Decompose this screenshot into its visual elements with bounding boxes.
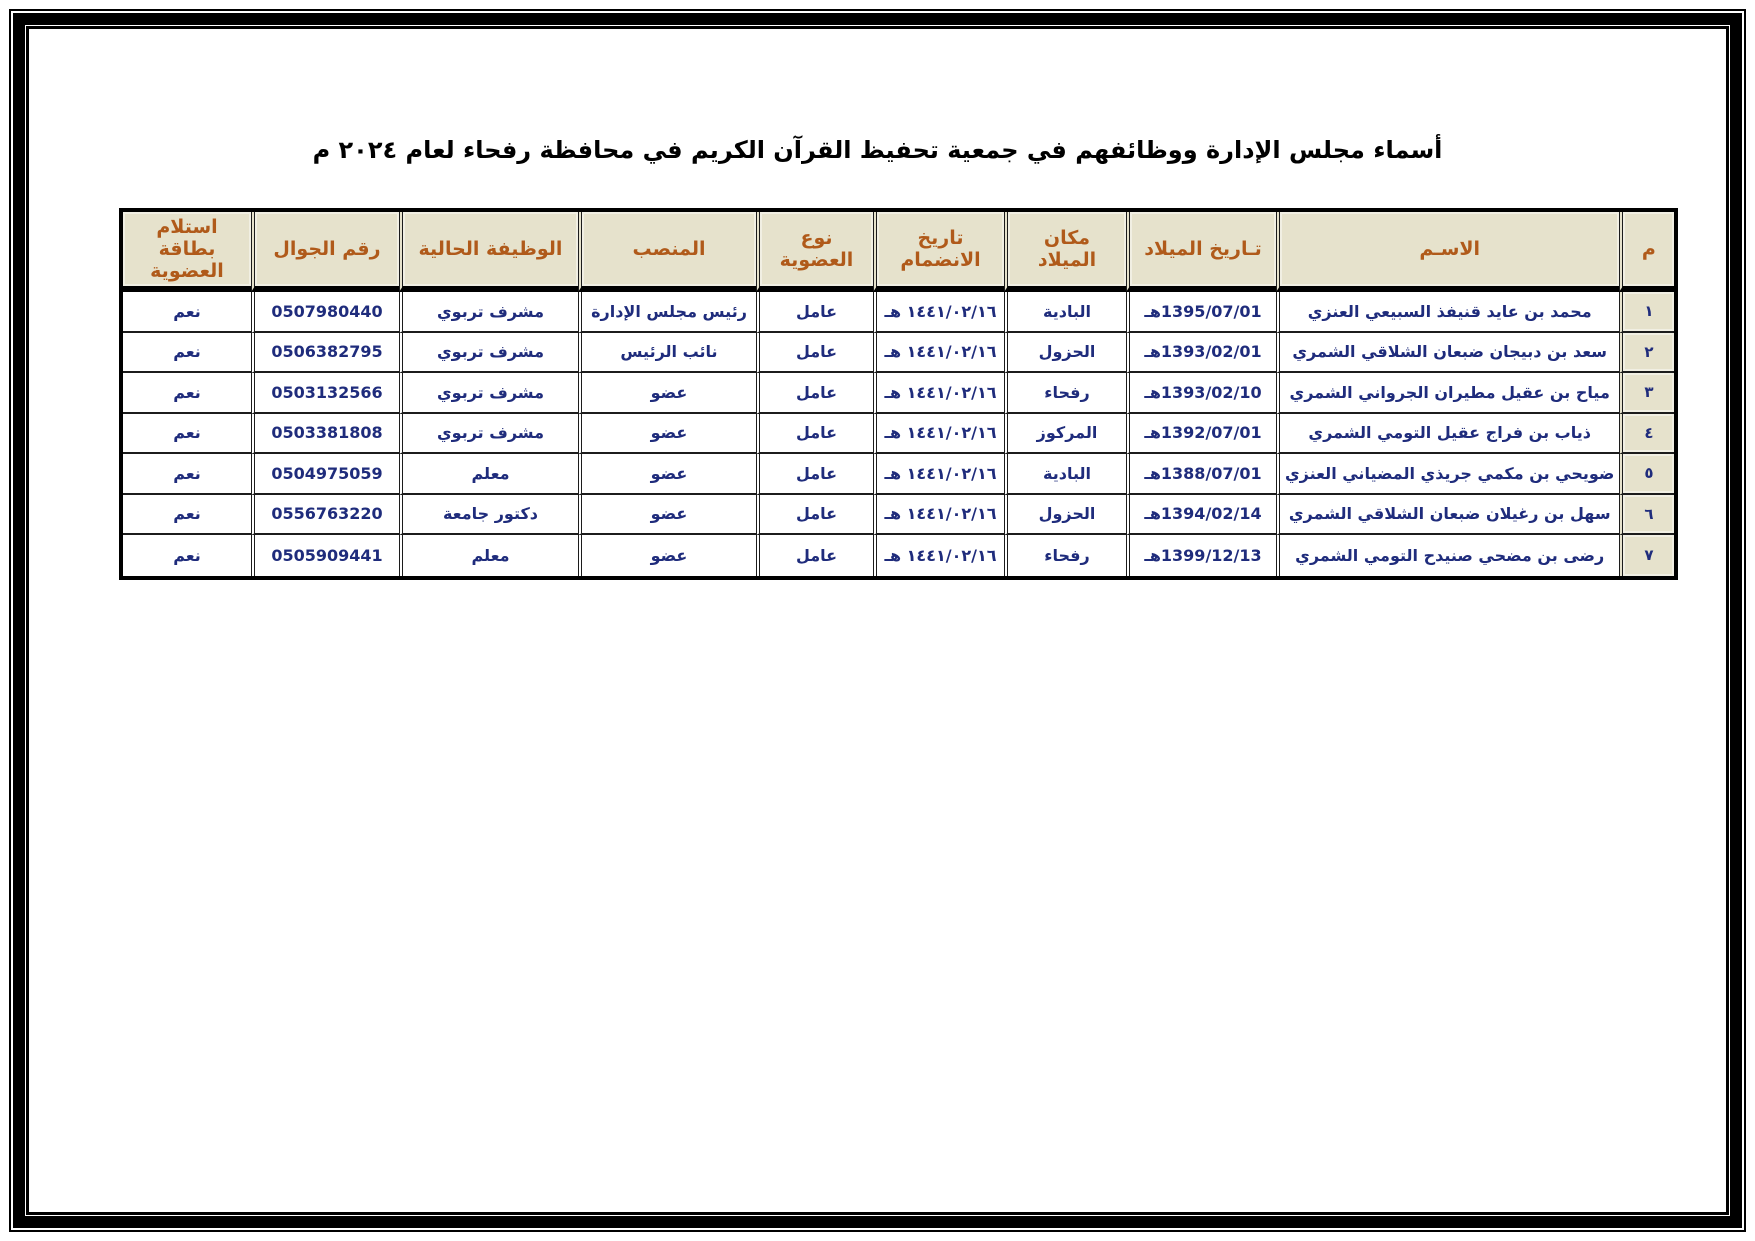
cell-position: رئيس مجلس الإدارة xyxy=(578,292,756,333)
table-row xyxy=(123,414,1674,455)
board-members-table xyxy=(119,208,1678,580)
cell-card-received: نعم xyxy=(123,535,251,576)
table-row xyxy=(123,292,1674,333)
cell-position: عضو xyxy=(578,535,756,576)
cell-birth-date: 1395/07/01هـ xyxy=(1126,292,1276,333)
col-header-mobile: رقم الجوال xyxy=(251,212,399,292)
cell-name: محمد بن عايد قنيفذ السبيعي العنزي xyxy=(1276,292,1619,333)
cell-name: سعد بن دبيجان ضبعان الشلاقي الشمري xyxy=(1276,333,1619,374)
cell-membership-type: عامل xyxy=(756,495,873,536)
table-row xyxy=(123,495,1674,536)
cell-num: ٢ xyxy=(1619,333,1674,374)
cell-name: سهل بن رغيلان ضبعان الشلاقي الشمري xyxy=(1276,495,1619,536)
table-row xyxy=(123,454,1674,495)
cell-join-date: ١٤٤١/٠٢/١٦ هـ xyxy=(873,535,1004,576)
cell-name: ضويحي بن مكمي جريذي المضياني العنزي xyxy=(1276,454,1619,495)
cell-num: ٣ xyxy=(1619,373,1674,414)
cell-position: عضو xyxy=(578,373,756,414)
cell-position: عضو xyxy=(578,414,756,455)
page-border-frame-inner xyxy=(26,26,1729,1215)
cell-birth-place: رفحاء xyxy=(1004,373,1126,414)
cell-current-job: معلم xyxy=(399,535,578,576)
table-row xyxy=(123,333,1674,374)
cell-mobile: 0504975059 xyxy=(251,454,399,495)
cell-card-received: نعم xyxy=(123,454,251,495)
page-title: أسماء مجلس الإدارة ووظائفهم في جمعية تحفيظ القرآن الكريم في محافظة رفحاء لعام ٢٠٢٤ م xyxy=(312,136,1443,164)
cell-birth-place: المركوز xyxy=(1004,414,1126,455)
cell-current-job: مشرف تربوي xyxy=(399,292,578,333)
col-header-name: الاسـم xyxy=(1276,212,1619,292)
cell-mobile: 0506382795 xyxy=(251,333,399,374)
col-header-join-date: تاريخ الانضمام xyxy=(873,212,1004,292)
cell-num: ٤ xyxy=(1619,414,1674,455)
cell-mobile: 0503132566 xyxy=(251,373,399,414)
page-border-frame-band xyxy=(13,13,1742,1228)
cell-birth-place: البادية xyxy=(1004,292,1126,333)
cell-card-received: نعم xyxy=(123,414,251,455)
cell-birth-date: 1394/02/14هـ xyxy=(1126,495,1276,536)
cell-membership-type: عامل xyxy=(756,292,873,333)
cell-membership-type: عامل xyxy=(756,414,873,455)
cell-card-received: نعم xyxy=(123,373,251,414)
cell-birth-place: الحزول xyxy=(1004,333,1126,374)
cell-position: نائب الرئيس xyxy=(578,333,756,374)
cell-membership-type: عامل xyxy=(756,535,873,576)
cell-mobile: 0503381808 xyxy=(251,414,399,455)
table-row xyxy=(123,373,1674,414)
col-header-membership-type: نوع العضوية xyxy=(756,212,873,292)
cell-birth-date: 1393/02/01هـ xyxy=(1126,333,1276,374)
cell-num: ٧ xyxy=(1619,535,1674,576)
page-border-frame xyxy=(9,9,1746,1232)
cell-name: مياح بن عقيل مطيران الجرواني الشمري xyxy=(1276,373,1619,414)
cell-card-received: نعم xyxy=(123,495,251,536)
cell-join-date: ١٤٤١/٠٢/١٦ هـ xyxy=(873,414,1004,455)
table-header-row xyxy=(123,212,1674,292)
cell-position: عضو xyxy=(578,495,756,536)
cell-birth-place: الحزول xyxy=(1004,495,1126,536)
table-row xyxy=(123,535,1674,576)
cell-mobile: 0556763220 xyxy=(251,495,399,536)
cell-join-date: ١٤٤١/٠٢/١٦ هـ xyxy=(873,495,1004,536)
cell-name: رضى بن مضحي صنيدح التومي الشمري xyxy=(1276,535,1619,576)
cell-join-date: ١٤٤١/٠٢/١٦ هـ xyxy=(873,292,1004,333)
cell-birth-date: 1392/07/01هـ xyxy=(1126,414,1276,455)
cell-current-job: مشرف تربوي xyxy=(399,373,578,414)
cell-name: ذياب بن فراج عقيل التومي الشمري xyxy=(1276,414,1619,455)
cell-card-received: نعم xyxy=(123,333,251,374)
cell-membership-type: عامل xyxy=(756,454,873,495)
cell-position: عضو xyxy=(578,454,756,495)
col-header-card-received: استلام بطاقة العضوية xyxy=(123,212,251,292)
cell-birth-place: البادية xyxy=(1004,454,1126,495)
cell-join-date: ١٤٤١/٠٢/١٦ هـ xyxy=(873,333,1004,374)
cell-join-date: ١٤٤١/٠٢/١٦ هـ xyxy=(873,373,1004,414)
cell-num: ١ xyxy=(1619,292,1674,333)
cell-mobile: 0505909441 xyxy=(251,535,399,576)
cell-current-job: دكتور جامعة xyxy=(399,495,578,536)
cell-birth-date: 1388/07/01هـ xyxy=(1126,454,1276,495)
cell-join-date: ١٤٤١/٠٢/١٦ هـ xyxy=(873,454,1004,495)
cell-num: ٥ xyxy=(1619,454,1674,495)
cell-birth-date: 1393/02/10هـ xyxy=(1126,373,1276,414)
col-header-current-job: الوظيفة الحالية xyxy=(399,212,578,292)
cell-mobile: 0507980440 xyxy=(251,292,399,333)
cell-num: ٦ xyxy=(1619,495,1674,536)
cell-current-job: مشرف تربوي xyxy=(399,414,578,455)
cell-birth-place: رفحاء xyxy=(1004,535,1126,576)
cell-current-job: مشرف تربوي xyxy=(399,333,578,374)
col-header-birth-date: تـاريخ الميلاد xyxy=(1126,212,1276,292)
cell-card-received: نعم xyxy=(123,292,251,333)
board-members-table-wrap xyxy=(119,208,1678,580)
cell-membership-type: عامل xyxy=(756,333,873,374)
col-header-num: م xyxy=(1619,212,1674,292)
col-header-birth-place: مكان الميلاد xyxy=(1004,212,1126,292)
cell-current-job: معلم xyxy=(399,454,578,495)
table-header xyxy=(123,212,1674,292)
col-header-position: المنصب xyxy=(578,212,756,292)
cell-membership-type: عامل xyxy=(756,373,873,414)
table-body xyxy=(123,292,1674,576)
cell-birth-date: 1399/12/13هـ xyxy=(1126,535,1276,576)
